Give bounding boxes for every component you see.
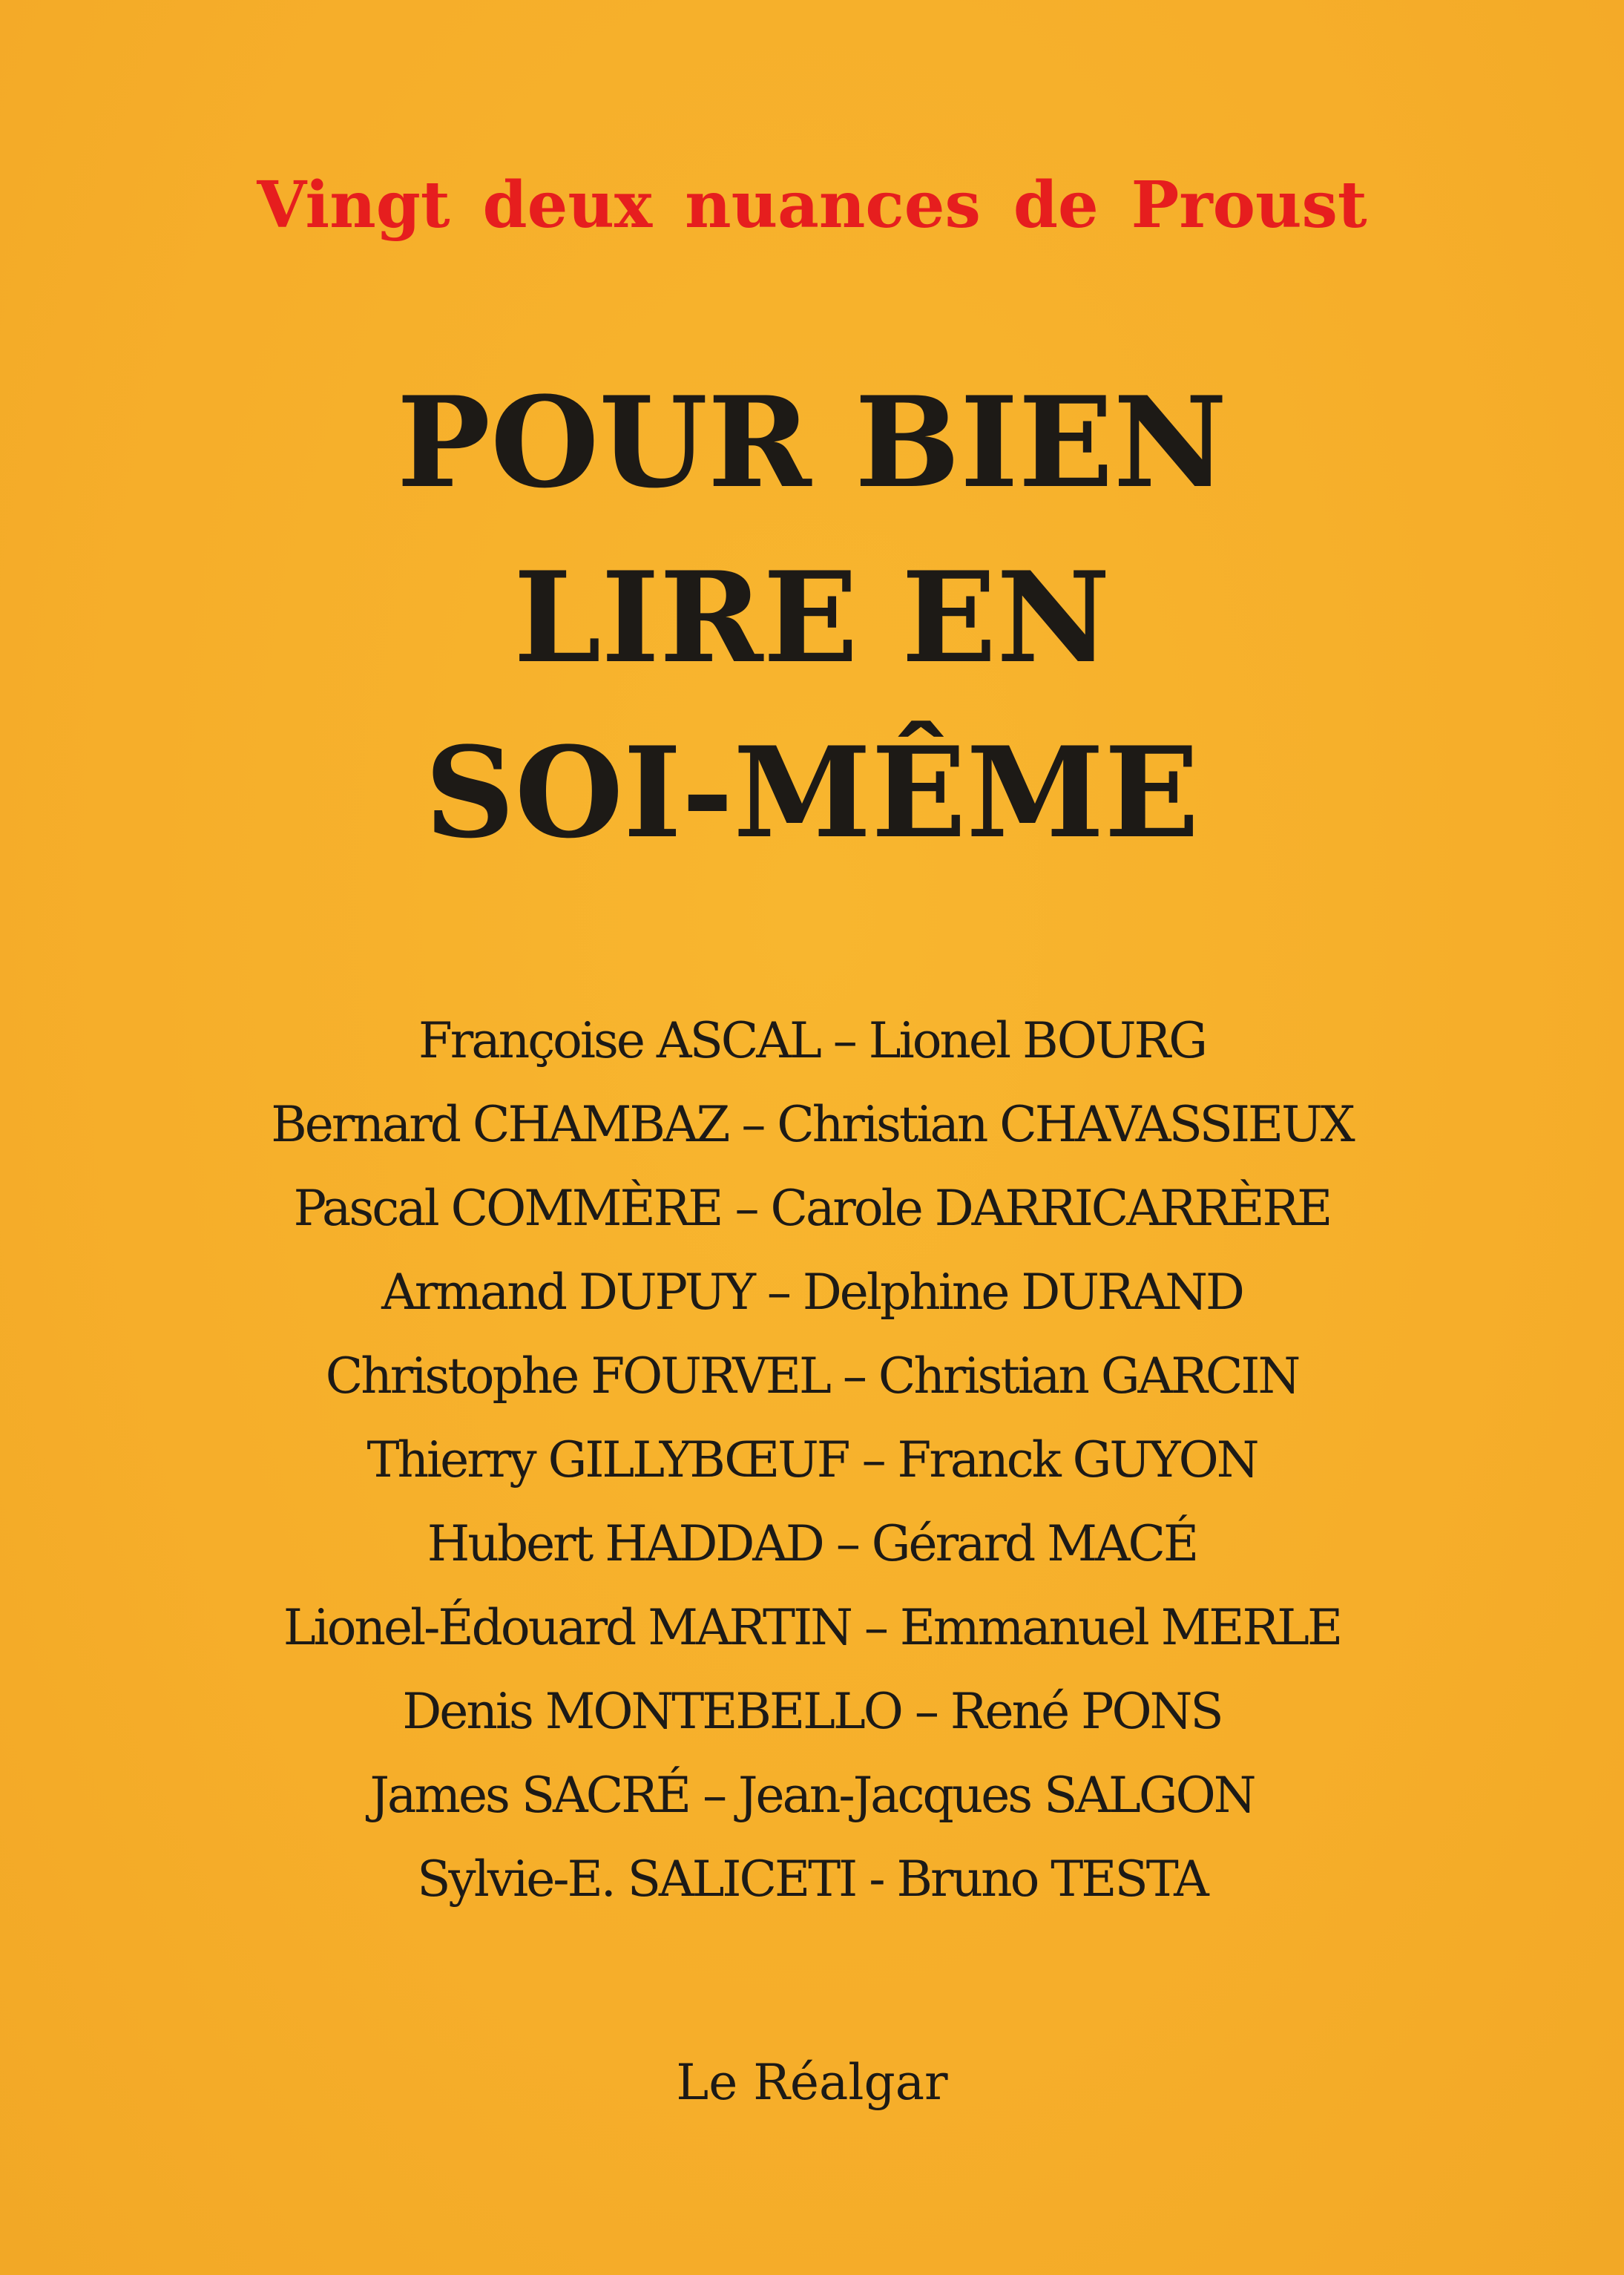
publisher-name: Le Réalgar: [676, 2054, 948, 2111]
series-title: Vingt deux nuances de Proust: [257, 168, 1367, 243]
author-line: Sylvie-E. SALICETI - Bruno TESTA: [417, 1851, 1207, 1908]
title-line: POUR BIEN: [396, 369, 1228, 516]
author-list: [0, 999, 1624, 1921]
author-line: Armand DUPUY – Delphine DURAND: [381, 1264, 1243, 1321]
author-line: Lionel-Édouard MARTIN – Emmanuel MERLE: [283, 1599, 1341, 1656]
author-line: Christophe FOURVEL – Christian GARCIN: [325, 1347, 1299, 1405]
author-line: James SACRÉ – Jean-Jacques SALGON: [369, 1767, 1255, 1824]
author-line: Bernard CHAMBAZ – Christian CHAVASSIEUX: [271, 1096, 1353, 1153]
author-line: Thierry GILLYBŒUF – Franck GUYON: [366, 1431, 1258, 1488]
book-title: [0, 355, 1624, 880]
author-line: Pascal COMMÈRE – Carole DARRICARRÈRE: [293, 1180, 1331, 1237]
title-line: LIRE EN: [513, 544, 1111, 691]
author-line: Françoise ASCAL – Lionel BOURG: [418, 1012, 1206, 1069]
author-line: Hubert HADDAD – Gérard MACÉ: [427, 1515, 1197, 1572]
title-line: SOI-MÊME: [424, 719, 1200, 866]
author-line: Denis MONTEBELLO – René PONS: [402, 1683, 1222, 1740]
